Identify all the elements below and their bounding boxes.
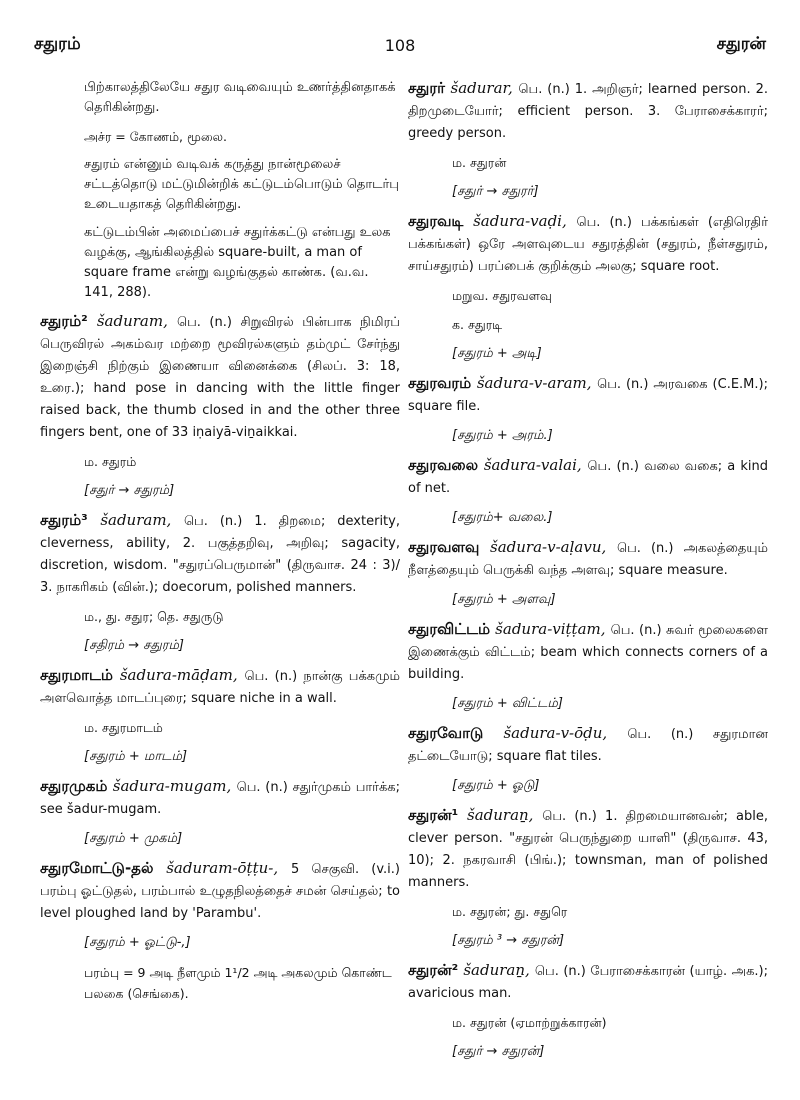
definition: பெ. (n.) 1. திறமையானவன்; able, clever person. "சதுரன் பெருந்துறை யாளி" (திருவாச. 43, 10); 2. நகரவாசி (பிங்.); townsman, man of polished manners. bbox=[408, 809, 768, 890]
dictionary-entry bbox=[408, 537, 768, 581]
etymology: [சதுர் → சதுரன்] bbox=[452, 1044, 545, 1059]
dictionary-entry bbox=[408, 960, 768, 1004]
definition: பெ. (n.) சதுர்முகம் பார்க்க; see šadur-mugam. bbox=[40, 780, 400, 817]
headword: சதுரமாடம் bbox=[40, 666, 113, 684]
definition: 5 செகுவி. (v.i.) பரம்பு ஓட்டுதல், பரம்பால் உழுதநிலத்தைச் சமன் செய்தல்; to level ploughed land by 'Parambu'. bbox=[40, 862, 400, 921]
etymology: [சதுரம்+ வலை.] bbox=[452, 510, 553, 525]
transliteration: šadurar, bbox=[450, 79, 513, 97]
transliteration: šadura-māḍam, bbox=[119, 666, 238, 684]
transliteration: šaduram, bbox=[100, 511, 172, 529]
etymology: [சதுரம் + மாடம்] bbox=[84, 749, 188, 764]
cognate-note: ம. சதுரம் bbox=[84, 454, 137, 469]
dictionary-entry bbox=[40, 311, 400, 443]
headword: சதுரன்¹ bbox=[408, 806, 459, 824]
definition: பெ. (n.) 1. திறமை; dexterity, cleverness, ability, 2. பகுத்தறிவு, அறிவு; sagacity, discretion, wisdom. "சதுரப்பெருமான்" (திருவாச. 24 : 3)/ 3. நாகரிகம் (வின்.); doecorum, polished manners. bbox=[40, 514, 400, 595]
headword: சதுரவரம் bbox=[408, 374, 472, 392]
dictionary-entry bbox=[408, 723, 768, 767]
definition: பெ. (n.) பேராசைக்காரன் (யாழ். அக.); avaricious man. bbox=[408, 964, 768, 1001]
transliteration: šaduraṉ, bbox=[463, 961, 530, 979]
headword: சதுரம்² bbox=[40, 312, 88, 330]
headword: சதுரன்² bbox=[408, 961, 459, 979]
dictionary-entry bbox=[408, 805, 768, 893]
cognate-note: ம. சதுரமாடம் bbox=[84, 720, 163, 735]
etymology: [சதுர் → சதுரம்] bbox=[84, 483, 175, 498]
running-head-left: சதுரம் bbox=[34, 34, 81, 54]
etymology: [சதுரம் + விட்டம்] bbox=[452, 696, 563, 711]
synonym-note: மறுவ. சதுரவளவு bbox=[452, 288, 552, 303]
headword: சதுரவிட்டம் bbox=[408, 620, 491, 638]
definition: பெ. (n.) சிறுவிரல் பின்பாக நிமிரப் பெருவிரல் அகம்வர மற்றை மூவிரல்களும் தம்முட் சேர்ந்து இறைஞ்சி நிற்கும் இணையா வினைக்கை (சிலப். 3: 18, உரை.); hand pose in dancing with the little finger raised back, the thumb closed in and the other three fingers bent, one of 33 iṇaiyā-viṉaikkai. bbox=[40, 315, 400, 440]
cognate-note: ம. சதுரன் bbox=[452, 155, 507, 170]
headword: சதுரவோடு bbox=[408, 724, 484, 742]
intro-paragraph: பிற்காலத்திலேயே சதுர வடிவையும் உணர்த்தினதாகக் தெரிகின்றது. bbox=[84, 80, 396, 115]
definition: பெ. (n.) சதுரமான தட்டையோடு; square flat tiles. bbox=[408, 727, 768, 764]
etymology: [சதிரம் → சதுரம்] bbox=[84, 638, 184, 653]
cognate-note: ம. சதுரன் (ஏமாற்றுக்காரன்) bbox=[452, 1015, 607, 1030]
dictionary-entry bbox=[408, 455, 768, 499]
definition: பெ. (n.) வலை வகை; a kind of net. bbox=[408, 459, 769, 496]
transliteration: šaduraṉ, bbox=[467, 806, 534, 824]
cognate-note: ம. சதுரன்; து. சதுரெ bbox=[452, 904, 568, 919]
definition: பெ. (n.) பக்கங்கள் (எதிரெதிர் பக்கங்கள்) ஒரே அளவுடைய சதுரத்தின் (சதுரம், நீள்சதுரம், சாய்சதுரம்) பரப்பைக் குறிக்கும் அலகு; square root. bbox=[408, 215, 768, 274]
left-column bbox=[40, 78, 400, 1012]
cognate-note: ம., து. சதுர; தெ. சதுருடு bbox=[84, 609, 224, 624]
definition: பெ. (n.) நான்கு பக்கமும் அளவொத்த மாடப்புரை; square niche in a wall. bbox=[40, 669, 400, 706]
dictionary-entry bbox=[408, 619, 768, 685]
intro-paragraph: கட்டுடம்பின் அமைப்பைச் சதுர்க்கட்டு என்பது உலக வழக்கு, ஆங்கிலத்தில் square-built, a man of square frame என்று வழங்குதல் காண்க. (வ.வ. 141, 288). bbox=[84, 225, 391, 300]
dictionary-entry bbox=[40, 776, 400, 820]
cognate-note: க. சதுரடி bbox=[452, 317, 503, 332]
running-head-right: சதுரன் bbox=[716, 34, 766, 54]
headword: சதுரமுகம் bbox=[40, 777, 108, 795]
headword: சதுரமோட்டு-தல் bbox=[40, 859, 154, 877]
transliteration: šadura-vaḍi, bbox=[473, 212, 567, 230]
definition: பெ. (n.) அகலத்தையும் நீளத்தையும் பெருக்கி வந்த அளவு; square measure. bbox=[408, 541, 768, 578]
headword: சதுரர் bbox=[408, 79, 445, 97]
page-number: 108 bbox=[384, 36, 416, 55]
transliteration: šadura-v-ōḍu, bbox=[503, 724, 608, 742]
intro-note: அச்ர = கோணம், மூலை. bbox=[84, 129, 228, 144]
etymology: [சதுரம் + ஓட்டு-,] bbox=[84, 935, 191, 950]
etymology: [சதுரம் + அரம்.] bbox=[452, 428, 553, 443]
etymology: [சதுர் → சதுரர்] bbox=[452, 184, 539, 199]
transliteration: šaduram-ōṭṭu-, bbox=[166, 859, 279, 877]
etymology: [சதுரம் + அளவு] bbox=[452, 592, 556, 607]
headword: சதுரவளவு bbox=[408, 538, 480, 556]
definition: பெ. (n.) அரவகை (C.E.M.); square file. bbox=[408, 377, 768, 414]
transliteration: šadura-viṭṭam, bbox=[495, 620, 606, 638]
headword: சதுரவடி bbox=[408, 212, 464, 230]
dictionary-entry bbox=[408, 373, 768, 417]
dictionary-entry bbox=[40, 858, 400, 924]
transliteration: šadura-v-aram, bbox=[476, 374, 592, 392]
dictionary-entry bbox=[40, 665, 400, 709]
usage-note: பரம்பு = 9 அடி நீளமும் 1¹/2 அடி அகலமும் கொண்ட பலகை (செங்கை). bbox=[84, 965, 392, 1001]
dictionary-entry bbox=[408, 78, 768, 144]
definition: பெ. (n.) சுவர் மூலைகளை இணைக்கும் விட்டம்; beam which connects corners of a building. bbox=[408, 623, 768, 682]
etymology: [சதுரம் + ஓடு] bbox=[452, 778, 540, 793]
etymology: [சதுரம் + முகம்] bbox=[84, 831, 183, 846]
headword: சதுரவலை bbox=[408, 456, 479, 474]
definition: பெ. (n.) 1. அறிஞர்; learned person. 2. திறமுடையோர்; efficient person. 3. பேராசைக்காரர்; greedy person. bbox=[408, 82, 768, 141]
etymology: [சதுரம் ³ → சதுரன்] bbox=[452, 933, 565, 948]
transliteration: šadura-mugam, bbox=[112, 777, 232, 795]
headword: சதுரம்³ bbox=[40, 511, 88, 529]
transliteration: šaduram, bbox=[96, 312, 168, 330]
transliteration: šadura-v-aḷavu, bbox=[490, 538, 607, 556]
intro-paragraph: சதுரம் என்னும் வடிவக் கருத்து நான்மூலைச் சட்டத்தொடு மட்டுமின்றிக் கட்டுடம்பொடும் தொடர்பு உடையதாகத் தெரிகின்றது. bbox=[84, 157, 399, 212]
transliteration: šadura-valai, bbox=[483, 456, 582, 474]
dictionary-entry bbox=[408, 211, 768, 277]
etymology: [சதுரம் + அடி] bbox=[452, 346, 542, 361]
right-column bbox=[408, 78, 768, 1071]
dictionary-entry bbox=[40, 510, 400, 598]
